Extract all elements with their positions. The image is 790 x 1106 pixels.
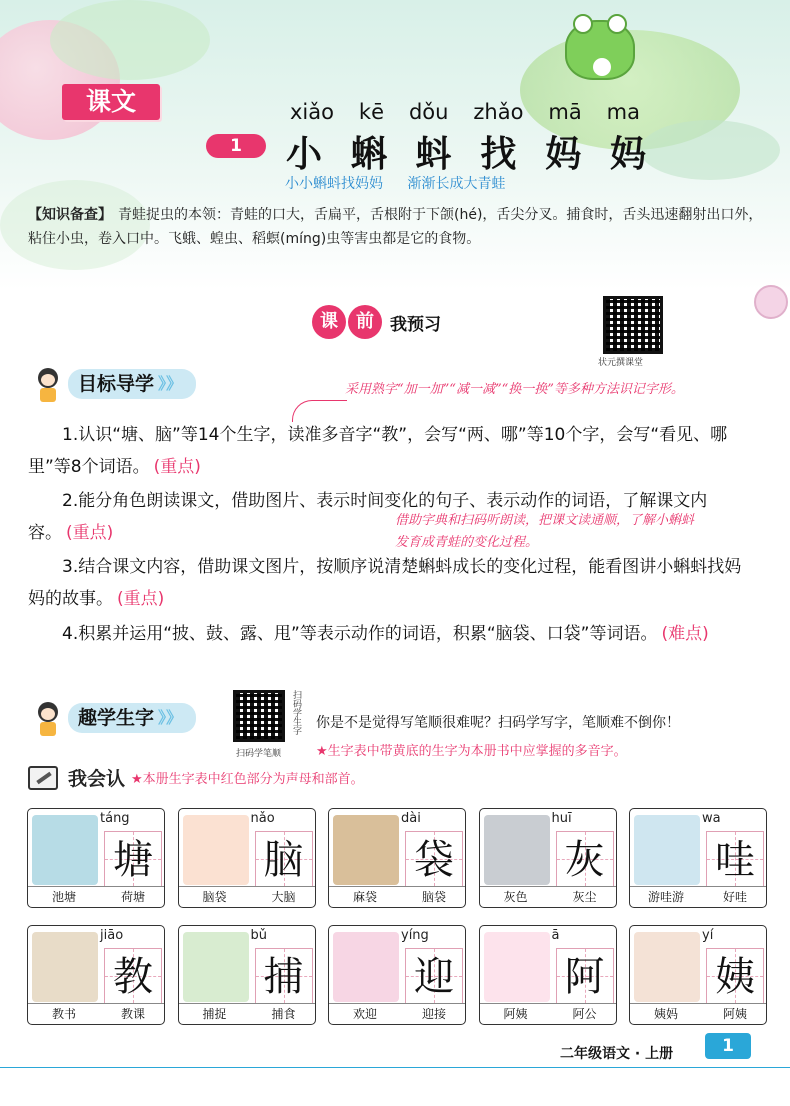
goal-item [28, 619, 758, 651]
example-word: 麻袋 [352, 890, 377, 904]
char-glyph: 灰 [564, 837, 605, 883]
illustration [183, 932, 249, 1002]
qr-caption: 扫码学生字 [291, 690, 301, 735]
example-word: 脑袋 [202, 890, 227, 904]
fun-label [68, 703, 196, 733]
fun-note: ★生字表中带黄底的生字为本册书中应掌握的多音字。 [316, 744, 627, 759]
illustration [333, 932, 399, 1002]
illustration [32, 815, 98, 885]
title-char: 蚪 [415, 134, 452, 175]
example-word: 姨妈 [653, 1007, 678, 1021]
knowledge-note [28, 203, 773, 251]
lesson-number: 1 [206, 134, 266, 158]
writing-grid [556, 948, 614, 1004]
card-divider [630, 886, 766, 887]
example-word: 脑袋 [421, 890, 446, 904]
writing-grid [255, 948, 313, 1004]
card-divider [329, 1003, 465, 1004]
illustration [634, 932, 700, 1002]
char-glyph: 捕 [263, 954, 304, 1000]
example-word: 好哇 [722, 890, 747, 904]
example-word: 荷塘 [120, 890, 145, 904]
double-chevron-icon: 》》 [158, 708, 183, 727]
pinyin-syllable: ma [606, 100, 640, 124]
example-word: 游哇游 [647, 890, 684, 904]
example-word: 阿公 [572, 1007, 597, 1021]
char-pinyin: huī [551, 811, 572, 826]
word-card [178, 925, 316, 1025]
pinyin-syllable: dǒu [408, 100, 449, 124]
word-card-row [27, 808, 767, 908]
goals-title: 目标导学 [78, 373, 155, 395]
writing-grid [706, 831, 764, 887]
recognize-heading [28, 764, 364, 791]
title-char: 小 [286, 134, 323, 175]
goal-mark: (重点) [153, 456, 201, 477]
example-word: 教课 [120, 1007, 145, 1021]
frog-icon [565, 20, 635, 80]
fun-title: 趣学生字 [78, 707, 155, 729]
word-card [328, 925, 466, 1025]
example-word: 捕食 [271, 1007, 296, 1021]
writing-grid [104, 948, 162, 1004]
book-title: 二年级语文 · 上册 [560, 1046, 674, 1062]
writing-grid [104, 831, 162, 887]
subtitle-part: 渐渐长成大青蛙 [407, 176, 506, 192]
writing-grid [405, 948, 463, 1004]
goals-list [28, 420, 758, 653]
char-pinyin: yíng [401, 928, 429, 943]
pinyin-syllable: kē [358, 100, 385, 124]
mouse-icon [754, 285, 788, 319]
title-char: 妈 [609, 134, 646, 175]
goal-text: 2.能分角色朗读课文，借助图片、表示时间变化的句子、表示动作的词语，了解课文内容。 [28, 491, 708, 543]
goal-mark: (难点) [661, 623, 709, 644]
char-pinyin: jiāo [100, 928, 124, 943]
writing-grid [706, 948, 764, 1004]
footer-divider [0, 1067, 790, 1068]
char-glyph: 教 [113, 954, 153, 1000]
subtitle [285, 173, 585, 193]
card-divider [179, 886, 315, 887]
card-divider [630, 1003, 766, 1004]
char-pinyin: yí [702, 928, 714, 943]
section-tag: 课文 [62, 84, 160, 120]
page-number: 1 [705, 1033, 751, 1059]
student-icon [28, 698, 68, 738]
title-pinyin [290, 100, 640, 126]
char-pinyin: bǔ [250, 928, 267, 943]
example-word: 大脑 [271, 890, 296, 904]
subtitle-part: 小小蝌蚪找妈妈 [285, 176, 383, 192]
word-card [178, 808, 316, 908]
char-glyph: 哇 [715, 837, 755, 883]
char-pinyin: nǎo [250, 811, 275, 826]
knowledge-text: 青蛙捉虫的本领：青蛙的口大，舌扁平，舌根附于下颌(hé)，舌尖分叉。捕食时，舌头迅速翻射出口外，粘住小虫，卷入口中。飞蛾、蝗虫、稻螟(míng)虫等害虫都是它的食物。 [28, 207, 763, 247]
char-glyph: 姨 [715, 954, 755, 1000]
char-pinyin: dài [401, 811, 421, 826]
illustration [484, 815, 550, 885]
goal-text: 3.结合课文内容，借助课文图片，按顺序说清楚蝌蚪成长的变化过程，能看图讲小蝌蚪找妈妈的故事。 [28, 557, 742, 609]
char-glyph: 脑 [263, 837, 304, 883]
word-card [27, 925, 165, 1025]
example-word: 池塘 [51, 890, 76, 904]
goal-mark: (重点) [66, 522, 114, 543]
example-word: 灰尘 [572, 890, 597, 904]
card-divider [329, 886, 465, 887]
title-char: 找 [480, 134, 517, 175]
example-word: 阿姨 [503, 1007, 528, 1021]
goal-item [28, 552, 758, 615]
goal-mark: (重点) [117, 588, 165, 609]
pinyin-syllable: xiǎo [290, 100, 334, 124]
card-divider [28, 1003, 164, 1004]
goals-heading [28, 364, 196, 404]
writing-grid [405, 831, 463, 887]
illustration [183, 815, 249, 885]
card-divider [179, 1003, 315, 1004]
fun-description: 你是不是觉得写笔顺很难呢？扫码学写字，笔顺难不倒你！ [316, 715, 680, 731]
example-word: 阿姨 [722, 1007, 747, 1021]
char-pinyin: wa [702, 811, 721, 826]
qr-code-icon[interactable] [603, 296, 663, 354]
title-char: 妈 [545, 134, 582, 175]
preview-heading [312, 300, 441, 344]
goal-item [28, 420, 758, 483]
pinyin-syllable: mā [548, 100, 582, 124]
word-card [328, 808, 466, 908]
page-title [286, 126, 646, 175]
example-word: 灰色 [503, 890, 528, 904]
word-card [629, 808, 767, 908]
decor-bubble [640, 120, 780, 180]
illustration [333, 815, 399, 885]
knowledge-label: 【知识备查】 [28, 207, 112, 223]
char-pinyin: táng [100, 811, 130, 826]
title-char: 蝌 [350, 134, 387, 175]
goal-text: 1.认识“塘、脑”等14个生字，读准多音字“教”，会写“两、哪”等10个字，会写“看见、哪里”等8个词语。 [28, 425, 728, 477]
word-card [479, 808, 617, 908]
goal-item [28, 486, 758, 549]
illustration [634, 815, 700, 885]
word-card [479, 925, 617, 1025]
card-divider [480, 1003, 616, 1004]
double-chevron-icon: 》》 [158, 374, 183, 393]
qr-code-icon[interactable] [233, 690, 285, 742]
qr-caption: 状元撰课堂 [598, 358, 644, 368]
preview-text: 我预习 [390, 314, 441, 335]
illustration [484, 932, 550, 1002]
preview-circle: 课 [312, 305, 346, 339]
pinyin-syllable: zhǎo [473, 100, 524, 124]
char-glyph: 袋 [414, 837, 454, 883]
qr-caption: 扫码学笔顺 [236, 749, 282, 759]
annotation-line [292, 400, 347, 422]
goal-text: 4.积累并运用“披、鼓、露、甩”等表示动作的词语，积累“脑袋、口袋”等词语。 [62, 623, 658, 644]
char-pinyin: ā [551, 928, 560, 943]
student-icon [28, 364, 68, 404]
decor-bubble [50, 0, 210, 80]
writing-grid [556, 831, 614, 887]
word-card-row [27, 925, 767, 1025]
fun-heading [28, 698, 196, 738]
pencil-icon [28, 766, 58, 790]
example-word: 迎接 [421, 1007, 446, 1021]
illustration [32, 932, 98, 1002]
card-divider [28, 886, 164, 887]
word-card [629, 925, 767, 1025]
word-card [27, 808, 165, 908]
char-glyph: 迎 [414, 954, 454, 1000]
recognize-note: ★本册生字表中红色部分为声母和部首。 [131, 772, 364, 787]
example-word: 捕捉 [202, 1007, 227, 1021]
goals-label [68, 369, 196, 399]
handwritten-note: 采用熟字“加一加”“减一减”“换一换”等多种方法识记字形。 [345, 382, 684, 397]
example-word: 教书 [51, 1007, 76, 1021]
preview-circle: 前 [348, 305, 382, 339]
char-glyph: 阿 [564, 954, 605, 1000]
char-glyph: 塘 [113, 837, 153, 883]
recognize-label: 我会认 [68, 768, 126, 790]
example-word: 欢迎 [352, 1007, 377, 1021]
writing-grid [255, 831, 313, 887]
handwritten-note: 借助字典和扫码听朗读，把课文读通顺，了解小蝌蚪发育成青蛙的变化过程。 [395, 513, 695, 550]
card-divider [480, 886, 616, 887]
